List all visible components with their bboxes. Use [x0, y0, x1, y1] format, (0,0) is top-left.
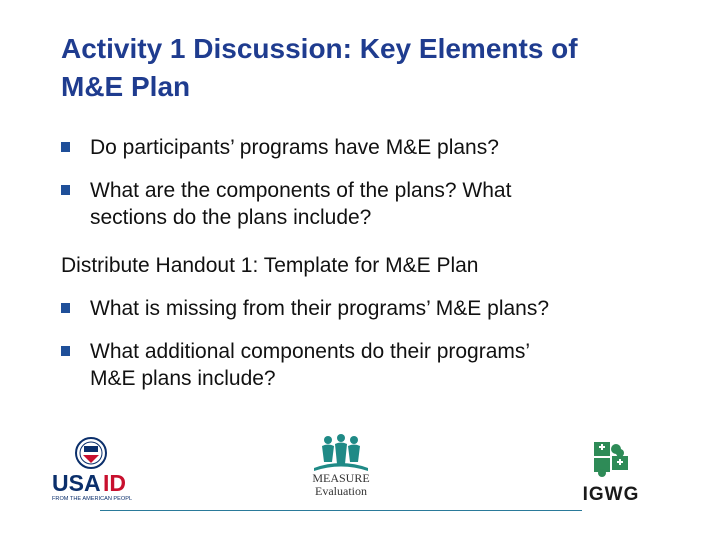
bullet-item-2	[61, 177, 701, 231]
svg-text:ID: ID	[103, 470, 126, 496]
bullet-item-4	[61, 338, 701, 392]
svg-text:FROM THE AMERICAN PEOPLE: FROM THE AMERICAN PEOPLE	[52, 496, 132, 502]
plain-paragraph	[61, 252, 701, 279]
measure-evaluation-logo	[300, 434, 382, 500]
svg-text:IGWG: IGWG	[582, 484, 640, 505]
bullet-item-3	[61, 295, 701, 322]
title-line-1: Activity 1 Discussion: Key Elements of	[61, 33, 578, 64]
bullet-text-line-1: What are the components of the plans? What	[90, 179, 512, 202]
igwg-logo	[576, 436, 646, 506]
bullet-text: What is missing from their programs’ M&E plans?	[90, 297, 550, 320]
square-bullet-icon	[61, 142, 70, 152]
bullet-text-line-2: sections do the plans include?	[90, 206, 372, 229]
usaid-seal-icon	[50, 436, 132, 502]
title-line-2: M&E Plan	[61, 71, 191, 102]
igwg-puzzle-icon	[576, 436, 646, 506]
footer-divider	[100, 510, 582, 511]
usaid-logo	[50, 436, 132, 502]
bullet-text-line-2: M&E plans include?	[90, 367, 276, 390]
slide-title	[61, 30, 681, 106]
bullet-text: Do participants’ programs have M&E plans?	[90, 136, 499, 159]
square-bullet-icon	[61, 303, 70, 313]
paragraph-text: Distribute Handout 1: Template for M&E Plan	[61, 254, 479, 277]
bullet-item-1	[61, 134, 701, 161]
square-bullet-icon	[61, 346, 70, 356]
svg-text:USA: USA	[52, 470, 101, 496]
bullet-text-line-1: What additional components do their programs’	[90, 340, 531, 363]
measure-people-icon	[300, 434, 382, 500]
svg-text:MEASURE: MEASURE	[312, 471, 370, 485]
square-bullet-icon	[61, 185, 70, 195]
svg-text:Evaluation: Evaluation	[315, 484, 367, 498]
